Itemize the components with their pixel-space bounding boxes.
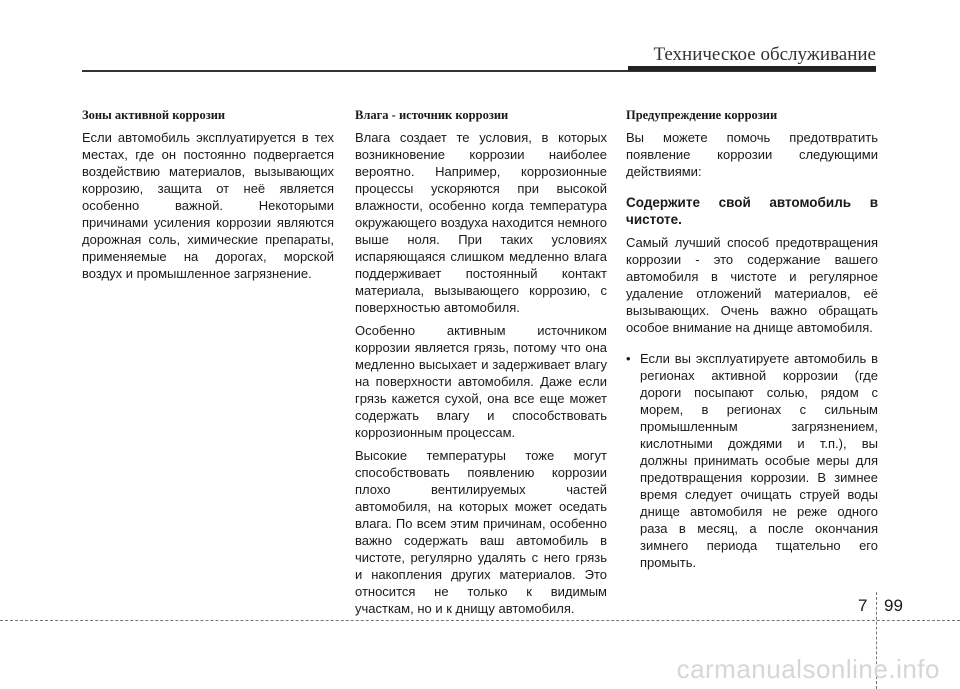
paragraph: Высокие температуры тоже могут способствовать появлению коррозии плохо вентилируемых частей автомобиля, на которых может оседать влага. По всем этим причинам, особенно важно содержать ваш автомобиль в чистоте, регулярно удалять с него грязь и накопления других материалов. Это относится не только к видимым участкам, но и к днищу автомобиля.	[355, 448, 607, 616]
header-rule-accent	[628, 66, 876, 71]
subheading: Содержите свой автомобиль в чистоте.	[626, 195, 878, 227]
chapter-title: Техническое обслуживание	[653, 44, 876, 65]
bullet-item	[626, 350, 878, 571]
bullet-icon: •	[626, 351, 631, 366]
section-heading: Предупреждение коррозии	[626, 108, 778, 122]
column-prevention	[626, 108, 878, 571]
page-number: 99	[884, 596, 903, 615]
bullet-text: Если вы эксплуатируете автомобиль в регионах активной коррозии (где дороги посыпают солью, рядом с морем, в регионах с сильным промышленным загрязнением, кислотными дождями и т.п.), вы должны принимать особые меры для предотвращения коррозии. В зимнее время следует очищать струей воды днище автомобиля не реже одного раза в месяц, а после окончания зимнего периода тщательно его промыть.	[640, 351, 878, 570]
intro-paragraph: Вы можете помочь предотвратить появление коррозии следующими действиями:	[626, 130, 878, 179]
footer-divider	[0, 620, 960, 621]
section-heading: Зоны активной коррозии	[82, 108, 226, 122]
paragraph: Самый лучший способ предотвращения коррозии - это содержание вашего автомобиля в чистоте и регулярное удаление отложений материалов, её вызывающих. Очень важно обращать особое внимание на днище автомобиля.	[626, 235, 878, 335]
watermark: carmanualsonline.info	[676, 654, 940, 684]
column-corrosion-zones	[82, 108, 334, 288]
column-moisture	[355, 108, 607, 623]
paragraph: Влага создает те условия, в которых возникновение коррозии наиболее вероятно. Например, коррозионные процессы ускоряются при высокой влажности, особенно когда температура окружающего воздуха находится немного выше ноля. При таких условиях испаряющаяся слишком медленно влага поддерживает постоянный контакт материала, вызывающего коррозию, с поверхностью автомобиля.	[355, 130, 607, 315]
section-heading: Влага - источник коррозии	[355, 108, 509, 122]
section-number: 7	[858, 596, 868, 615]
paragraph: Если автомобиль эксплуатируется в тех местах, где он постоянно подвергается воздействию материалов, вызывающих коррозию, защита от неё является особенно важной. Некоторыми причинами усиления коррозии являются дорожная соль, химические препараты, применяемые на дорогах, морской воздух и промышленное загрязнение.	[82, 130, 334, 281]
paragraph: Особенно активным источником коррозии является грязь, потому что она медленно высыхает и задерживает влагу на поверхности автомобиля. Даже если грязь кажется сухой, она все еще может содержать влагу и способствовать коррозионным процессам.	[355, 323, 607, 440]
